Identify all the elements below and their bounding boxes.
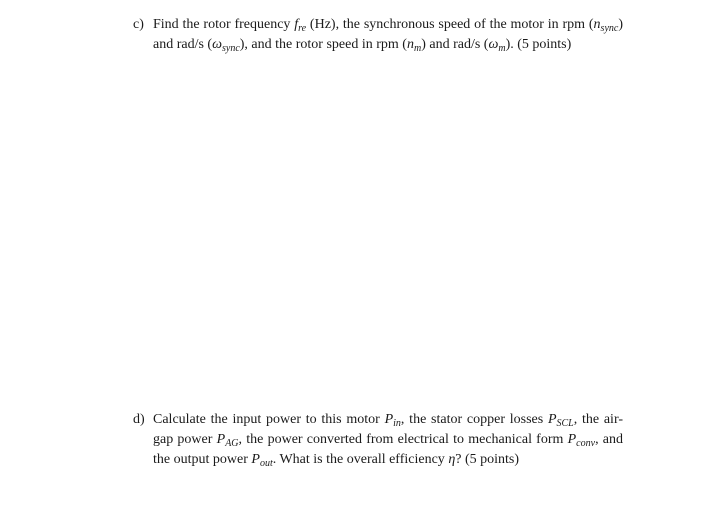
math-subscript: re <box>298 23 307 34</box>
math-n-m <box>407 37 421 52</box>
math-symbol: n <box>406 37 414 52</box>
math-symbol: f <box>294 17 299 32</box>
math-rotor-frequency <box>294 17 306 32</box>
math-subscript: m <box>413 43 422 54</box>
math-symbol: P <box>216 432 226 447</box>
math-symbol: n <box>593 17 601 32</box>
text-segment: . What is the overall efficiency <box>272 452 449 467</box>
math-symbol: P <box>251 452 260 467</box>
question-d <box>133 410 623 470</box>
text-segment: Calculate the input power to this motor <box>153 412 385 427</box>
question-c-label: c) <box>133 17 144 32</box>
math-n-sync <box>594 17 619 32</box>
text-segment: , and the output power <box>153 432 623 467</box>
question-d-label: d) <box>133 412 145 427</box>
text-segment: , the stator copper losses <box>400 412 548 427</box>
math-p-conv <box>568 432 595 447</box>
math-subscript: sync <box>221 43 240 54</box>
text-segment: (Hz), the synchronous speed of the motor in rpm ( <box>306 17 594 32</box>
math-p-in <box>385 412 401 427</box>
math-omega-sync <box>212 37 240 52</box>
math-eta: η <box>448 452 456 467</box>
math-subscript: SCL <box>556 418 574 429</box>
text-segment: ) and rad/s ( <box>421 37 489 52</box>
math-symbol: P <box>384 412 394 427</box>
math-symbol: ω <box>212 37 222 52</box>
text-segment: ), and the rotor speed in rpm ( <box>239 37 407 52</box>
math-subscript: in <box>393 418 401 429</box>
question-c-text <box>153 15 623 55</box>
question-c <box>133 15 623 55</box>
math-symbol: ω <box>488 37 499 52</box>
text-segment: ) and rad/s ( <box>153 17 623 52</box>
text-segment: , the power converted from electrical to mechanical form <box>238 432 568 447</box>
text-segment: ? (5 points) <box>455 452 520 467</box>
math-symbol: P <box>547 412 557 427</box>
math-p-scl <box>548 412 574 427</box>
math-omega-m <box>488 37 505 52</box>
math-p-out <box>251 452 272 467</box>
math-subscript: m <box>498 43 506 54</box>
math-symbol: P <box>567 432 577 447</box>
math-subscript: conv <box>576 438 596 449</box>
text-segment: ). (5 points) <box>505 37 572 52</box>
math-subscript: sync <box>600 23 619 34</box>
question-d-text <box>153 410 623 470</box>
math-subscript: AG <box>225 438 239 449</box>
math-p-ag <box>217 432 239 447</box>
text-segment: Find the rotor frequency <box>153 17 295 32</box>
text-segment: , the air-gap power <box>153 412 623 447</box>
math-subscript: out <box>259 458 273 469</box>
